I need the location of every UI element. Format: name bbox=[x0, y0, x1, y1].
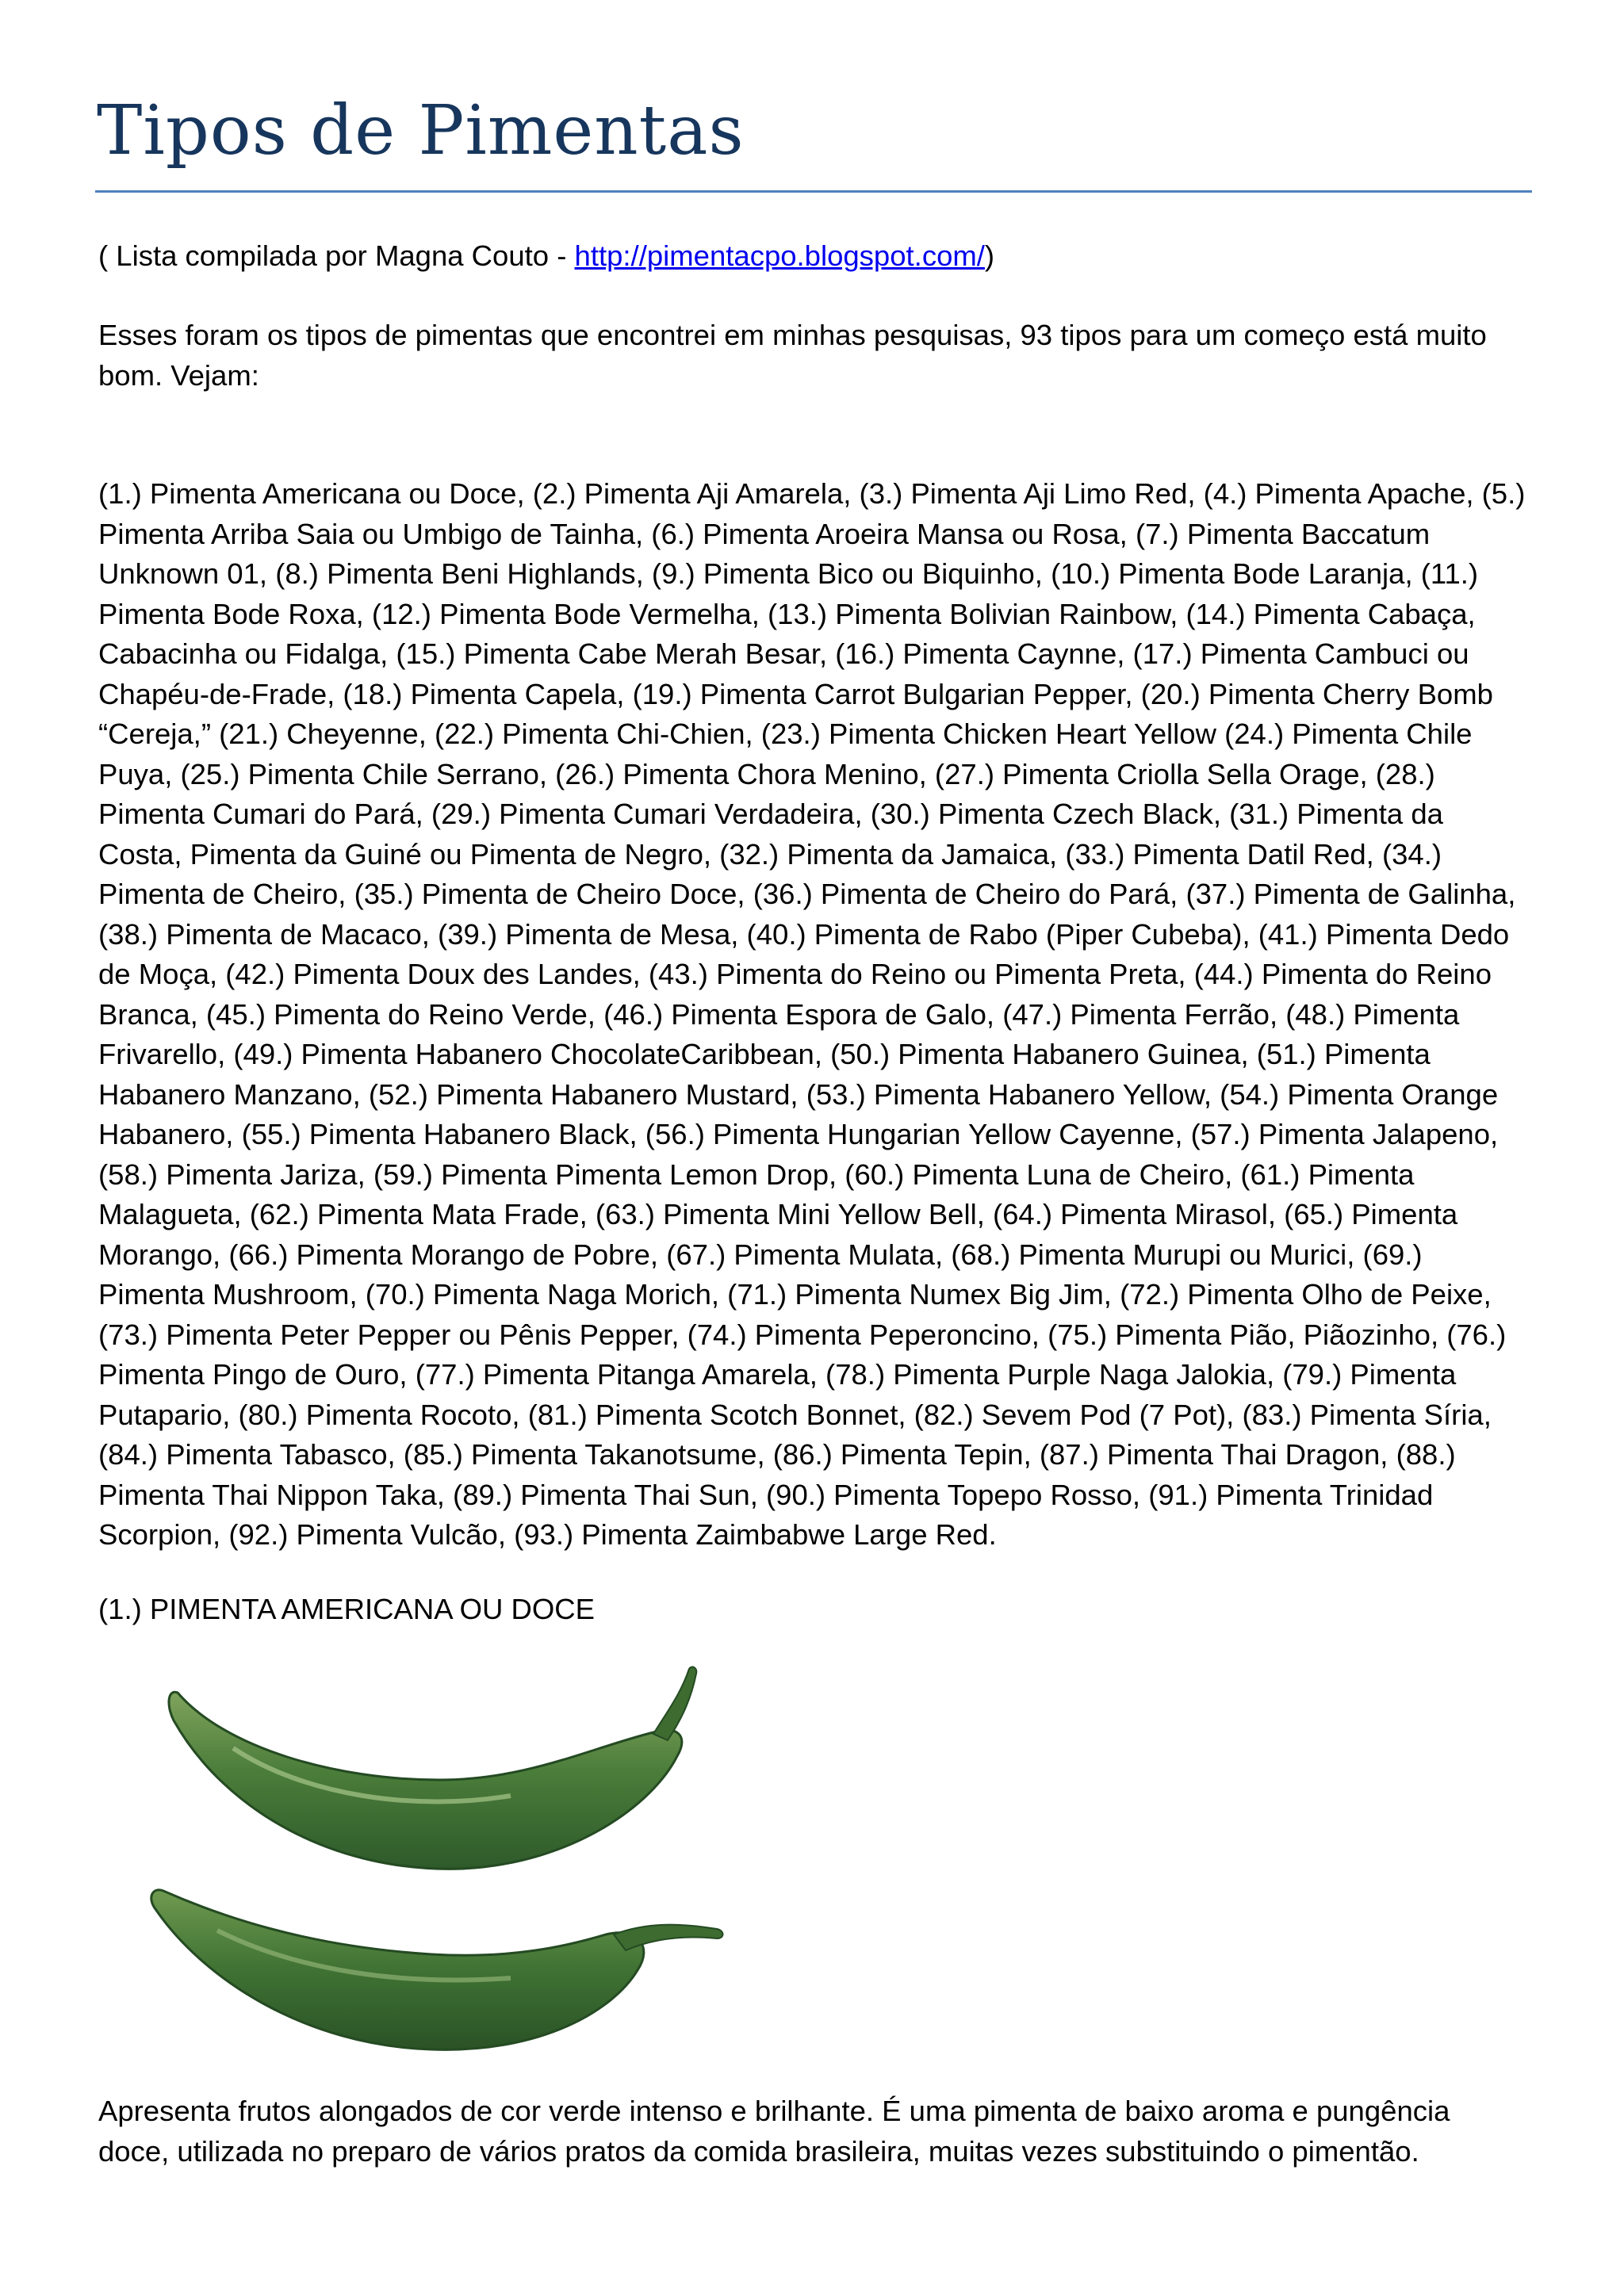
lower-pepper-body bbox=[151, 1890, 644, 2050]
upper-pepper-stem bbox=[653, 1667, 696, 1740]
blog-link[interactable]: http://pimentacpo.blogspot.com/ bbox=[574, 239, 985, 272]
credit-prefix: ( Lista compilada por Magna Couto - bbox=[98, 239, 575, 272]
pepper-description: Apresenta frutos alongados de cor verde intenso e brilhante. É uma pimenta de baixo aroma e pungência doce, utilizada no preparo de vários pratos da comida brasileira, muitas vezes substituindo o pimentão. bbox=[98, 2095, 1450, 2168]
credit-suffix: ) bbox=[984, 239, 995, 272]
pepper-list-paragraph: (1.) Pimenta Americana ou Doce, (2.) Pimenta Aji Amarela, (3.) Pimenta Aji Limo Red, (4.) Pimenta Apache, (5.) Pimenta Arriba Saia ou Umbigo de Tainha, (6.) Pimenta Aroeira Mansa ou Rosa, (7.) Pimenta Baccatum Unknown 01, (8.) Pimenta Beni Highlands, (9.) Pimenta Bico ou Biquinho, (10.) Pimenta Bode Laranja, (11.) Pimenta Bode Roxa, (12.) Pimenta Bode Vermelha, (13.) Pimenta Bolivian Rainbow, (14.) Pimenta Cabaça, Cabacinha ou Fidalga, (15.) Pimenta Cabe Merah Besar, (16.) Pimenta Caynne, (17.) Pimenta Cambuci ou Chapéu-de-Frade, (18.) Pimenta Capela, (19.) Pimenta Carrot Bulgarian Pepper, (20.) Pimenta Cherry Bomb “Cereja,” (21.) Cheyenne, (22.) Pimenta Chi-Chien, (23.) Pimenta Chicken Heart Yellow (24.) Pimenta Chile Puya, (25.) Pimenta Chile Serrano, (26.) Pimenta Chora Menino, (27.) Pimenta Criolla Sella Orage, (28.) Pimenta Cumari do Pará, (29.) Pimenta Cumari Verdadeira, (30.) Pimenta Czech Black, (31.) Pimenta da Costa, Pimenta da Guiné ou Pimenta de Negro, (32.) Pimenta da Jamaica, (33.) Pimenta Datil Red, (34.) Pimenta de Cheiro, (35.) Pimenta de Cheiro Doce, (36.) Pimenta de Cheiro do Pará, (37.) Pimenta de Galinha, (38.) Pimenta de Macaco, (39.) Pimenta de Mesa, (40.) Pimenta de Rabo (Piper Cubeba), (41.) Pimenta Dedo de Moça, (42.) Pimenta Doux des Landes, (43.) Pimenta do Reino ou Pimenta Preta, (44.) Pimenta do Reino Branca, (45.) Pimenta do Reino Verde, (46.) Pimenta Espora de Galo, (47.) Pimenta Ferrão, (48.) Pimenta Frivarello, (49.) Pimenta Habanero ChocolateCaribbean, (50.) Pimenta Habanero Guinea, (51.) Pimenta Habanero Manzano, (52.) Pimenta Habanero Mustard, (53.) Pimenta Habanero Yellow, (54.) Pimenta Orange Habanero, (55.) Pimenta Habanero Black, (56.) Pimenta Hungarian Yellow Cayenne, (57.) Pimenta Jalapeno, (58.) Pimenta Jariza, (59.) Pimenta Pimenta Lemon Drop, (60.) Pimenta Luna de Cheiro, (61.) Pimenta Malagueta, (62.) Pimenta Mata Frade, (63.) Pimenta Mini Yellow Bell, (64.) Pimenta Mirasol, (65.) Pimenta Morango, (66.) Pimenta Morango de Pobre, (67.) Pimenta Mulata, (68.) Pimenta Murupi ou Murici, (69.) Pimenta Mushroom, (70.) Pimenta Naga Morich, (71.) Pimenta Numex Big Jim, (72.) Pimenta Olho de Peixe, (73.) Pimenta Peter Pepper ou Pênis Pepper, (74.) Pimenta Peperoncino, (75.) Pimenta Pião, Piãozinho, (76.) Pimenta Pingo de Ouro, (77.) Pimenta Pitanga Amarela, (78.) Pimenta Purple Naga Jalokia, (79.) Pimenta Putapario, (80.) Pimenta Rocoto, (81.) Pimenta Scotch Bonnet, (82.) Sevem Pod (7 Pot), (83.) Pimenta Síria, (84.) Pimenta Tabasco, (85.) Pimenta Takanotsume, (86.) Pimenta Tepin, (87.) Pimenta Thai Dragon, (88.) Pimenta Thai Nippon Taka, (89.) Pimenta Thai Sun, (90.) Pimenta Topepo Rosso, (91.) Pimenta Trinidad Scorpion, (92.) Pimenta Vulcão, (93.) Pimenta Zaimbabwe Large Red. bbox=[98, 477, 1526, 1551]
intro-paragraph: Esses foram os tipos de pimentas que encontrei em minhas pesquisas, 93 tipos para um começo está muito bom. Vejam: bbox=[98, 319, 1487, 392]
page-title: Tipos de Pimentas bbox=[97, 91, 745, 170]
pepper-image bbox=[98, 1661, 749, 2073]
lower-pepper-stem bbox=[614, 1925, 723, 1950]
upper-pepper-body bbox=[169, 1692, 682, 1869]
section-heading: (1.) PIMENTA AMERICANA OU DOCE bbox=[98, 1593, 596, 1625]
title-underline bbox=[95, 190, 1532, 193]
green-chili-peppers-icon bbox=[98, 1661, 749, 2073]
credit-line bbox=[98, 236, 1526, 277]
